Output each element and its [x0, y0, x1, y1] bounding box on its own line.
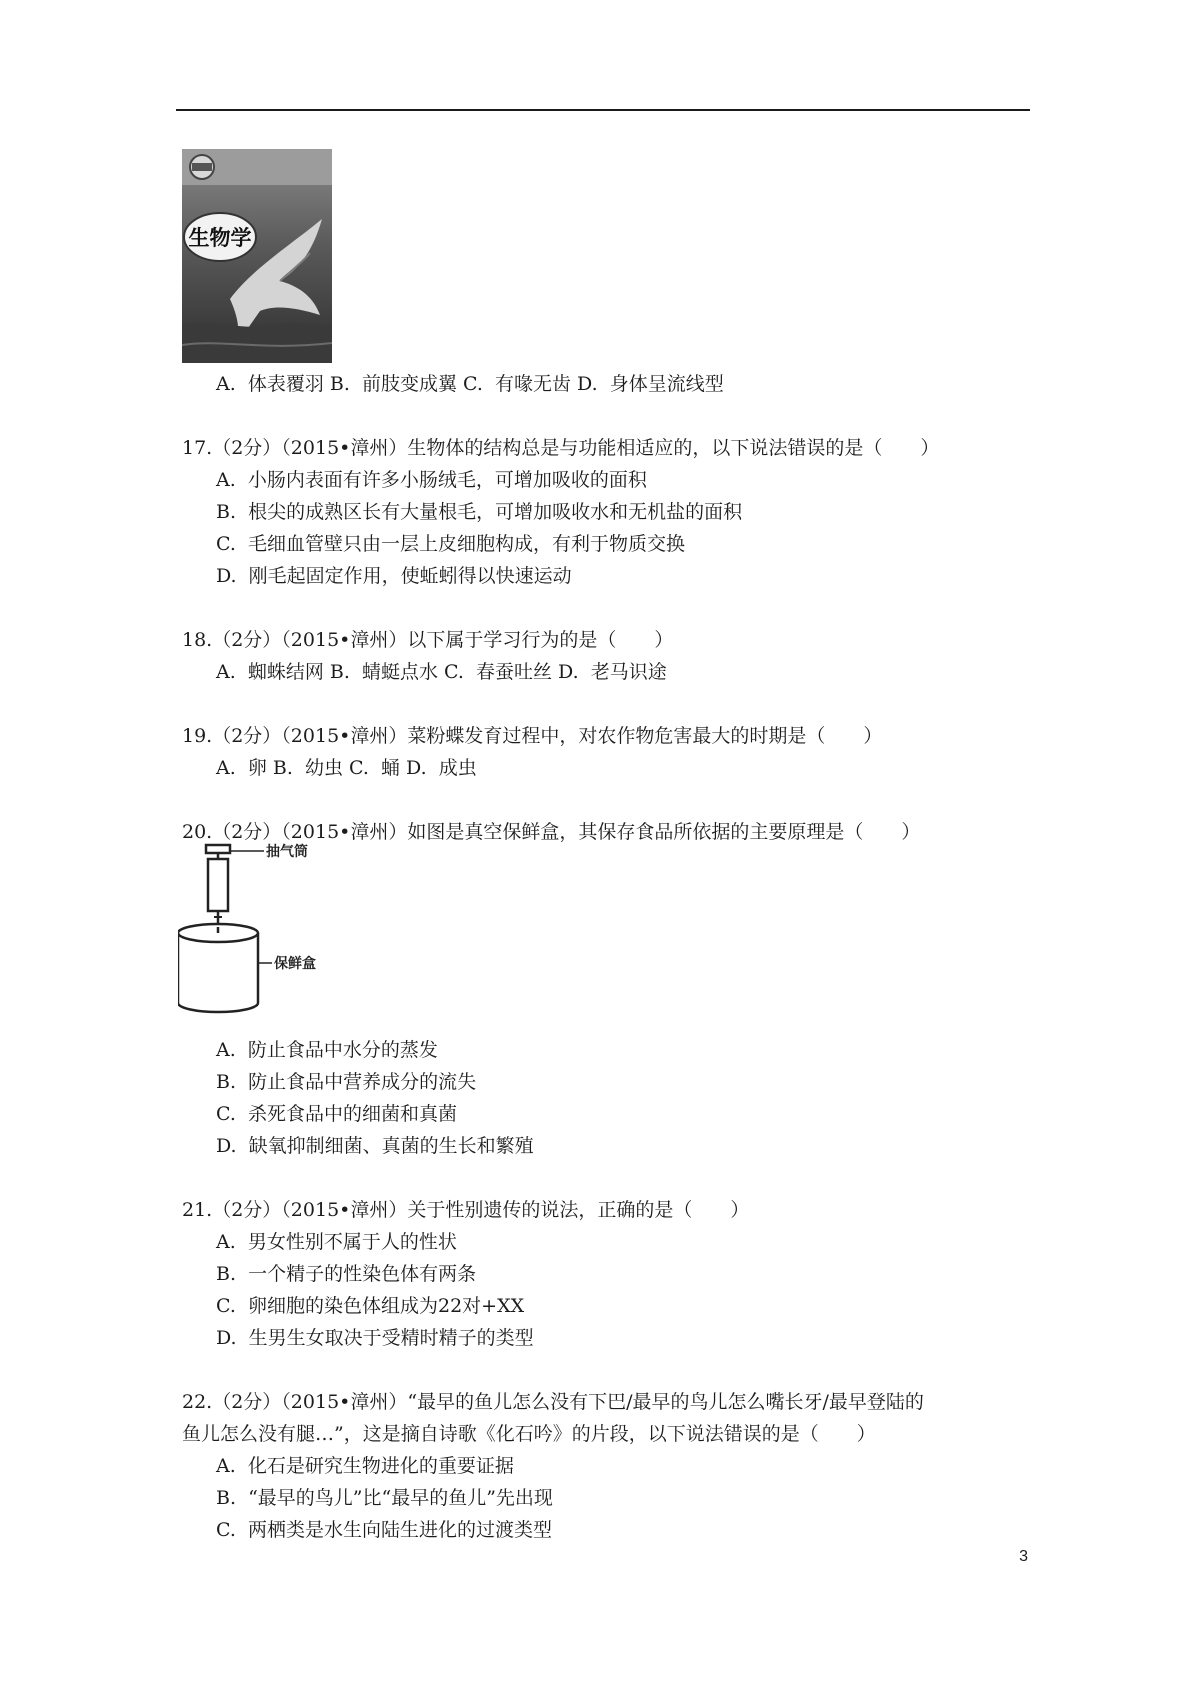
q16-options: A. 体表覆羽 B. 前肢变成翼 C. 有喙无齿 D. 身体呈流线型 [216, 373, 724, 395]
header-rule [176, 109, 1030, 111]
q17-option-c: C. 毛细血管壁只由一层上皮细胞构成，有利于物质交换 [216, 533, 685, 555]
biology-textbook-cover-image [182, 149, 332, 363]
q20-option-d: D. 缺氧抑制细菌、真菌的生长和繁殖 [216, 1135, 534, 1157]
box-label: 保鲜盒 [274, 956, 316, 972]
q22-stem-line-1: 22.（2分）（2015•漳州）“最早的鱼儿怎么没有下巴/最早的鸟儿怎么嘴长牙/最早登陆的 [182, 1391, 924, 1413]
q21-option-c: C. 卵细胞的染色体组成为22对+XX [216, 1295, 525, 1317]
q17-option-a: A. 小肠内表面有许多小肠绒毛，可增加吸收的面积 [216, 469, 647, 491]
q17-stem: 17.（2分）（2015•漳州）生物体的结构总是与功能相适应的，以下说法错误的是（ ） [182, 437, 940, 459]
q17-option-d: D. 刚毛起固定作用，使蚯蚓得以快速运动 [216, 565, 572, 587]
q20-option-a: A. 防止食品中水分的蒸发 [216, 1039, 438, 1061]
q18-options: A. 蜘蛛结网 B. 蜻蜓点水 C. 春蚕吐丝 D. 老马识途 [216, 661, 667, 683]
q22-option-b: B. “最早的鸟儿”比“最早的鱼儿”先出现 [216, 1487, 553, 1509]
q19-options: A. 卵 B. 幼虫 C. 蛹 D. 成虫 [216, 757, 477, 779]
q21-option-d: D. 生男生女取决于受精时精子的类型 [216, 1327, 534, 1349]
page-number: 3 [1019, 1548, 1028, 1565]
q21-option-a: A. 男女性别不属于人的性状 [216, 1231, 457, 1253]
q20-stem: 20.（2分）（2015•漳州）如图是真空保鲜盒，其保存食品所依据的主要原理是（ ） [182, 821, 921, 843]
q20-option-c: C. 杀死食品中的细菌和真菌 [216, 1103, 457, 1125]
vacuum-box-diagram [178, 833, 348, 1017]
q18-stem: 18.（2分）（2015•漳州）以下属于学习行为的是（ ） [182, 629, 674, 651]
cover-title: 生物学 [188, 226, 252, 250]
q19-stem: 19.（2分）（2015•漳州）菜粉蝶发育过程中，对农作物危害最大的时期是（ ） [182, 725, 883, 747]
q17-option-b: B. 根尖的成熟区长有大量根毛，可增加吸收水和无机盐的面积 [216, 501, 743, 523]
q22-stem-line-2: 鱼儿怎么没有腿…”，这是摘自诗歌《化石吟》的片段，以下说法错误的是（ ） [182, 1423, 876, 1445]
q22-option-c: C. 两栖类是水生向陆生进化的过渡类型 [216, 1519, 552, 1541]
q21-option-b: B. 一个精子的性染色体有两条 [216, 1263, 477, 1285]
q22-option-a: A. 化石是研究生物进化的重要证据 [216, 1455, 514, 1477]
pump-label: 抽气筒 [266, 844, 308, 860]
q20-option-b: B. 防止食品中营养成分的流失 [216, 1071, 477, 1093]
q21-stem: 21.（2分）（2015•漳州）关于性别遗传的说法，正确的是（ ） [182, 1199, 750, 1221]
